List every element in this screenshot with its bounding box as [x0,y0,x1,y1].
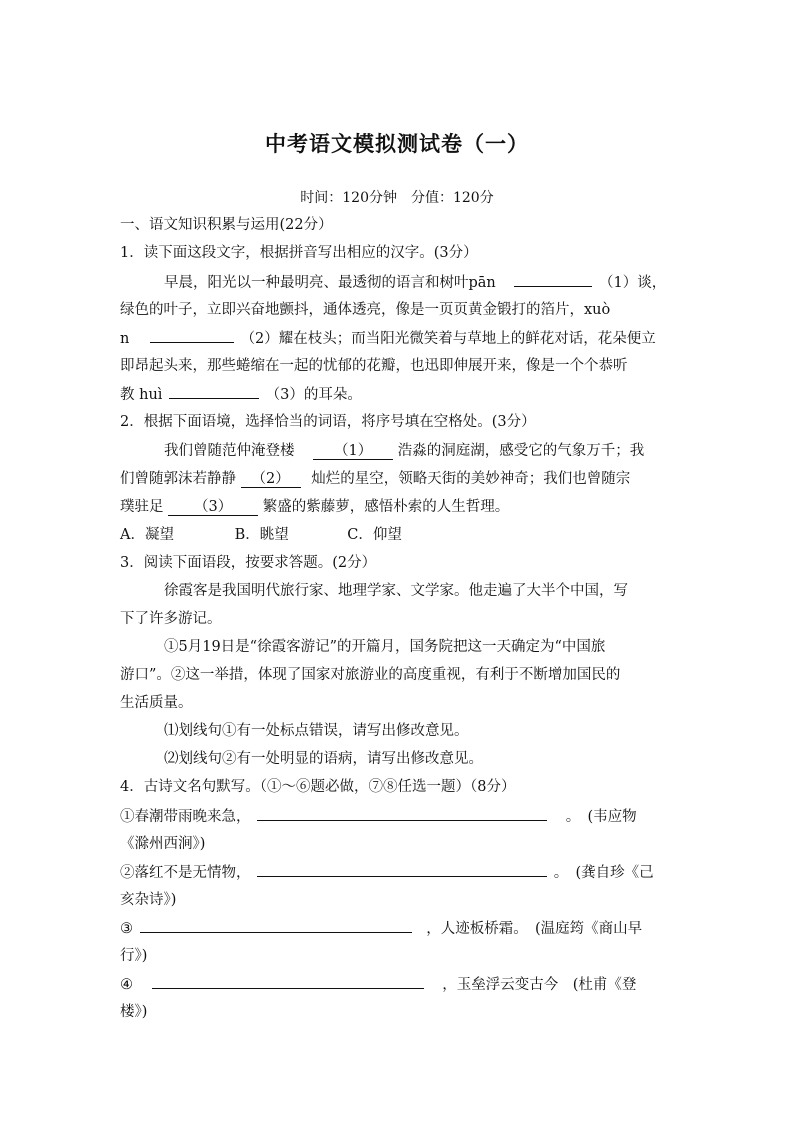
q4-text: ④ [120,977,133,993]
q4-text: ，人迹板桥霜。 (温庭筠《商山早 [426,921,643,937]
q4-item-4-source: 楼》) [120,1004,148,1020]
q2-text: 浩淼的洞庭湖，感受它的气象万千；我 [397,443,645,459]
q4-item-2 [120,862,680,883]
q1-blank-3[interactable] [169,384,259,399]
q1-line-3 [120,328,680,349]
q4-item-4 [120,974,680,995]
q2-line-2 [120,469,680,489]
q4-blank-3[interactable] [140,918,412,933]
q3-para-2-line-3: 生活质量。 [120,695,193,711]
q2-text: 我们曾随范仲淹登楼 [164,443,295,459]
q4-text: ①春潮带雨晚来急， [120,809,251,825]
q4-text: ③ [120,921,133,937]
question-4-heading: 4．古诗文名句默写。（①～⑥题必做，⑦⑧任选一题）（8分） [120,779,516,795]
q3-para-2-line-2: 游口”。②这一举措，体现了国家对旅游业的高度重视，有利于不断增加国民的 [120,667,621,683]
q2-text: 们曾随郭沫若静静 [120,471,236,487]
option-b[interactable]: B．眺望 [234,527,289,543]
q1-text: （2）耀在枝头；而当阳光微笑着与草地上的鲜花对话，花朵便立 [240,331,656,347]
q4-text: ，玉垒浮云变古今 (杜甫《登 [442,977,637,993]
q2-line-3 [120,497,680,517]
q4-item-3-source: 行》) [120,948,148,964]
question-1-heading: 1．读下面这段文字，根据拼音写出相应的汉字。(3分） [120,245,478,261]
q4-item-2-source: 亥杂诗》) [120,892,177,908]
q4-blank-1[interactable] [257,806,547,821]
q4-item-1 [120,806,680,827]
q3-sub-question-1: ⑴划线句①有一处标点错误，请写出修改意见。 [164,723,469,739]
q1-line-2: 绿色的叶子，立即兴奋地颤抖，通体透亮，像是一页页黄金锻打的箔片，xuò [120,302,611,318]
page-title: 中考语文模拟测试卷（一） [265,131,529,156]
q1-line-4: 即昂起头来，那些蜷缩在一起的忧郁的花瓣，也迅即伸展开来，像是一个个恭听 [120,358,628,374]
q2-text: 璞驻足 [120,499,164,515]
q1-text: 教 huì [120,387,163,403]
q4-blank-4[interactable] [152,974,424,989]
q1-blank-1[interactable] [514,272,592,287]
q2-blank-2[interactable]: （2） [241,471,301,488]
q1-text: （1）谈， [598,275,667,291]
q1-text: （3）的耳朵。 [265,387,362,403]
section-heading: 一、语文知识积累与运用(22分） [120,217,333,233]
q4-text: 。 (韦应物 [565,809,637,825]
q2-options [120,525,680,545]
q3-para-1-line-2: 下了许多游记。 [120,611,222,627]
q2-line-1 [164,441,724,461]
q3-para-1-line-1: 徐霞客是我国明代旅行家、地理学家、文学家。他走遍了大半个中国，写 [164,583,628,599]
q4-text: ②落红不是无情物， [120,865,251,881]
option-a[interactable]: A．凝望 [120,527,174,543]
question-2-heading: 2．根据下面语境，选择恰当的词语，将序号填在空格处。(3分） [120,414,536,430]
question-3-heading: 3．阅读下面语段，按要求答题。(2分） [120,555,377,571]
q1-line-5 [120,384,680,405]
q3-para-2-line-1: ①5月19日是“徐霞客游记”的开篇月，国务院把这一天确定为“中国旅 [164,639,606,655]
q3-sub-question-2: ⑵划线句②有一处明显的语病，请写出修改意见。 [164,751,483,767]
option-c[interactable]: C．仰望 [347,527,402,543]
q1-text: 早晨，阳光以一种最明亮、最透彻的语言和树叶pān [164,275,496,291]
q2-text: 灿烂的星空，领略天街的美妙神奇；我们也曾随宗 [311,471,631,487]
q2-blank-3[interactable]: （3） [168,499,258,516]
exam-info: 时间：120分钟 分值：120分 [300,190,494,206]
q2-blank-1[interactable]: （1） [313,443,393,460]
q1-line-1 [164,272,724,293]
q2-text: 繁盛的紫藤萝，感悟朴索的人生哲理。 [262,499,510,515]
q1-blank-2[interactable] [150,328,234,343]
q1-text: n [120,331,130,347]
q4-item-3 [120,918,680,939]
q4-blank-2[interactable] [257,862,547,877]
q4-text: 。 (龚自珍《己 [553,865,654,881]
q4-item-1-source: 《滁州西涧》) [120,836,206,852]
